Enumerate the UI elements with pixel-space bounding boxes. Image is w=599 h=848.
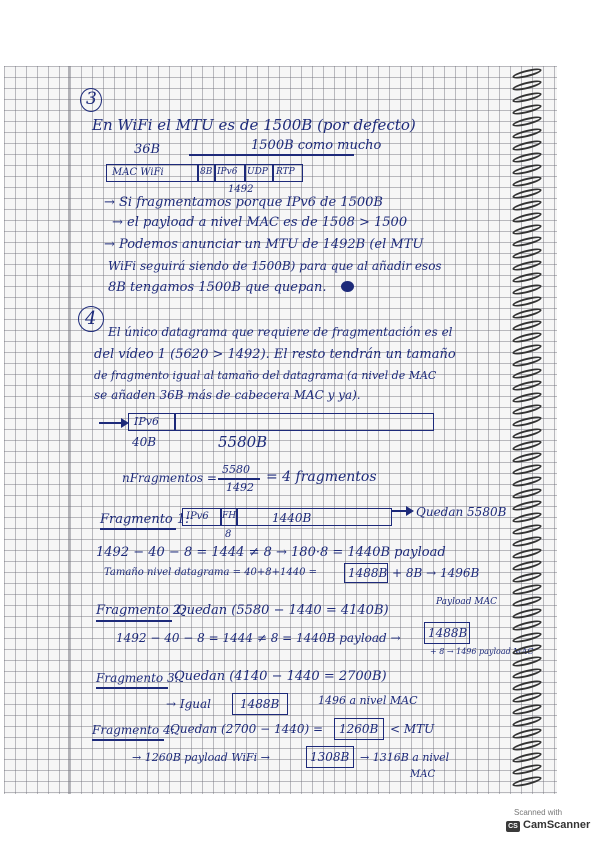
notebook-page [4, 66, 557, 794]
spiral-ring [512, 306, 543, 320]
spiral-ring [512, 702, 543, 716]
frag1-payload-mac: Payload MAC [436, 597, 497, 607]
spiral-ring [512, 630, 543, 644]
spiral-ring [512, 510, 543, 524]
frag2-calc: 1492 − 40 − 8 = 1444 ≠ 8 = 1440B payload → [116, 631, 401, 645]
spiral-ring [512, 678, 543, 692]
s3-line-5: 8B tengamos 1500B que quepan. [108, 280, 327, 295]
spiral-ring [512, 438, 543, 452]
spiral-ring [512, 594, 543, 608]
datagram-ipv6: IPv6 [134, 415, 159, 428]
spiral-ring [512, 330, 543, 344]
frag3-remain: Quedan (4140 − 1440 = 2700B) [174, 669, 387, 684]
frag3-prefix: → Igual [166, 697, 212, 711]
frag1-label: Fragmento 1: [100, 512, 190, 527]
datagram-5580b: 5580B [218, 433, 268, 451]
section-3-number: 3 [86, 89, 97, 109]
section-3-title: En WiFi el MTU es de 1500B (por defecto) [92, 116, 416, 134]
frame-udp-label: UDP [247, 167, 268, 177]
frag4-box-text: 1260B [339, 722, 379, 736]
datagram-40b: 40B [132, 435, 157, 449]
spiral-ring [512, 534, 543, 548]
spiral-ring [512, 162, 543, 176]
dim-arrow [189, 154, 354, 156]
s4-line-1: El único datagrama que requiere de fragmentación es el [108, 325, 453, 339]
frag1-size-box-text: 1488B [348, 566, 388, 580]
frag1-calc: 1492 − 40 − 8 = 1444 ≠ 8 → 180·8 = 1440B payload [96, 545, 446, 560]
spiral-ring [512, 402, 543, 416]
spiral-ring [512, 738, 543, 752]
frag1-arrow [392, 510, 412, 512]
datagram-arrow [99, 422, 127, 424]
frag4-line2-a: → 1260B payload WiFi → [132, 751, 270, 764]
spiral-ring [512, 354, 543, 368]
margin-line [68, 66, 70, 794]
frag1-ipv6: IPv6 [186, 511, 209, 522]
s4-line-4: se añaden 36B más de cabecera MAC y ya). [94, 388, 361, 402]
camscanner-logo-icon: CS [506, 821, 520, 832]
spiral-ring [512, 618, 543, 632]
s3-line-1: → Si fragmentamos porque IPv6 de 1500B [104, 195, 383, 210]
frag4-label: Fragmento 4: [92, 723, 175, 737]
section-4-number: 4 [85, 308, 97, 329]
spiral-binding [512, 70, 548, 794]
spiral-ring [512, 378, 543, 392]
spiral-ring [512, 138, 543, 152]
camscanner-badge [506, 808, 591, 838]
s4-line-2: del vídeo 1 (5620 > 1492). El resto tendrán un tamaño [94, 347, 456, 362]
frag1-remain: Quedan 5580B [416, 505, 507, 519]
nfrag-result: = 4 fragmentos [266, 469, 377, 485]
spiral-ring [512, 234, 543, 248]
frame-8-label: 8B [200, 167, 213, 177]
spiral-ring [512, 642, 543, 656]
spiral-ring [512, 606, 543, 620]
frag3-tail: 1496 a nivel MAC [318, 694, 418, 707]
spiral-ring [512, 450, 543, 464]
frag4-line2-b: → 1316B a nivel [360, 751, 450, 764]
spiral-ring [512, 126, 543, 140]
spiral-ring [512, 666, 543, 680]
camscanner-brand: CamScanner [523, 819, 591, 831]
spiral-ring [512, 546, 543, 560]
spiral-ring [512, 486, 543, 500]
nfrag-label: nFragmentos = [122, 471, 217, 485]
nfrag-numerator: 5580 [222, 463, 250, 476]
spiral-ring [512, 342, 543, 356]
spiral-ring [512, 462, 543, 476]
frag4-remain: Quedan (2700 − 1440) = [170, 722, 324, 736]
spiral-ring [512, 90, 543, 104]
spiral-ring [512, 222, 543, 236]
spiral-ring [512, 774, 543, 788]
spiral-ring [512, 426, 543, 440]
spiral-ring [512, 102, 543, 116]
spiral-ring [512, 150, 543, 164]
spiral-ring [512, 294, 543, 308]
scanned-with-text: Scanned with [514, 808, 563, 817]
spiral-ring [512, 762, 543, 776]
frag1-payload: 1440B [272, 511, 312, 525]
frag4-mac: MAC [410, 769, 436, 780]
spiral-ring [512, 690, 543, 704]
spiral-ring [512, 654, 543, 668]
frag1-size-tail: + 8B → 1496B [392, 566, 480, 580]
spiral-ring [512, 558, 543, 572]
s3-line-3: → Podemos anunciar un MTU de 1492B (el MTU [104, 237, 424, 252]
spiral-ring [512, 114, 543, 128]
spiral-ring [512, 198, 543, 212]
s3-line-2: → el payload a nivel MAC es de 1508 > 1500 [112, 215, 408, 230]
spiral-ring [512, 186, 543, 200]
frag3-size-box-text: 1488B [240, 697, 280, 711]
frag2-size-box-text: 1488B [428, 626, 468, 640]
nfrag-denominator: 1492 [226, 481, 254, 494]
frag1-fh-size: 8 [225, 529, 232, 540]
spiral-ring [512, 726, 543, 740]
spiral-ring [512, 390, 543, 404]
spiral-ring [512, 366, 543, 380]
ink-blot [341, 281, 354, 292]
spiral-ring [512, 750, 543, 764]
frag3-label: Fragmento 3: [96, 671, 179, 685]
spiral-ring [512, 174, 543, 188]
spiral-ring [512, 258, 543, 272]
frame-mac-label: MAC WiFi [112, 167, 164, 178]
s3-line-4: WiFi seguirá siendo de 1500B) para que al añadir esos [108, 259, 442, 273]
frag2-label: Fragmento 2: [96, 603, 186, 618]
spiral-ring [512, 474, 543, 488]
spiral-ring [512, 498, 543, 512]
spiral-ring [512, 414, 543, 428]
s4-line-3: de fragmento igual al tamaño del datagrama (a nivel de MAC [94, 369, 437, 382]
frag4-size-box-text: 1308B [310, 750, 350, 764]
spiral-ring [512, 522, 543, 536]
frame-rtp-label: RTP [276, 167, 295, 177]
spiral-ring [512, 282, 543, 296]
frag1-size-label: Tamaño nivel datagrama = 40+8+1440 = [104, 567, 318, 578]
spiral-ring [512, 570, 543, 584]
frag4-mtu: < MTU [390, 722, 435, 736]
spiral-ring [512, 246, 543, 260]
frag1-fh: FH [222, 511, 237, 521]
spiral-ring [512, 714, 543, 728]
frag2-remain: Quedan (5580 − 1440 = 4140B) [176, 603, 389, 618]
dim-36-label: 36B [134, 142, 161, 157]
spiral-ring [512, 582, 543, 596]
spiral-ring [512, 78, 543, 92]
spiral-ring [512, 270, 543, 284]
dim-1492-label: 1492 [228, 184, 254, 195]
frame-ipv6-label: IPv6 [217, 167, 238, 177]
spiral-ring [512, 318, 543, 332]
dim-1500-label: 1500B como mucho [251, 138, 382, 153]
spiral-ring [512, 210, 543, 224]
frag2-note: + 8 → 1496 payload MAC [430, 647, 534, 656]
